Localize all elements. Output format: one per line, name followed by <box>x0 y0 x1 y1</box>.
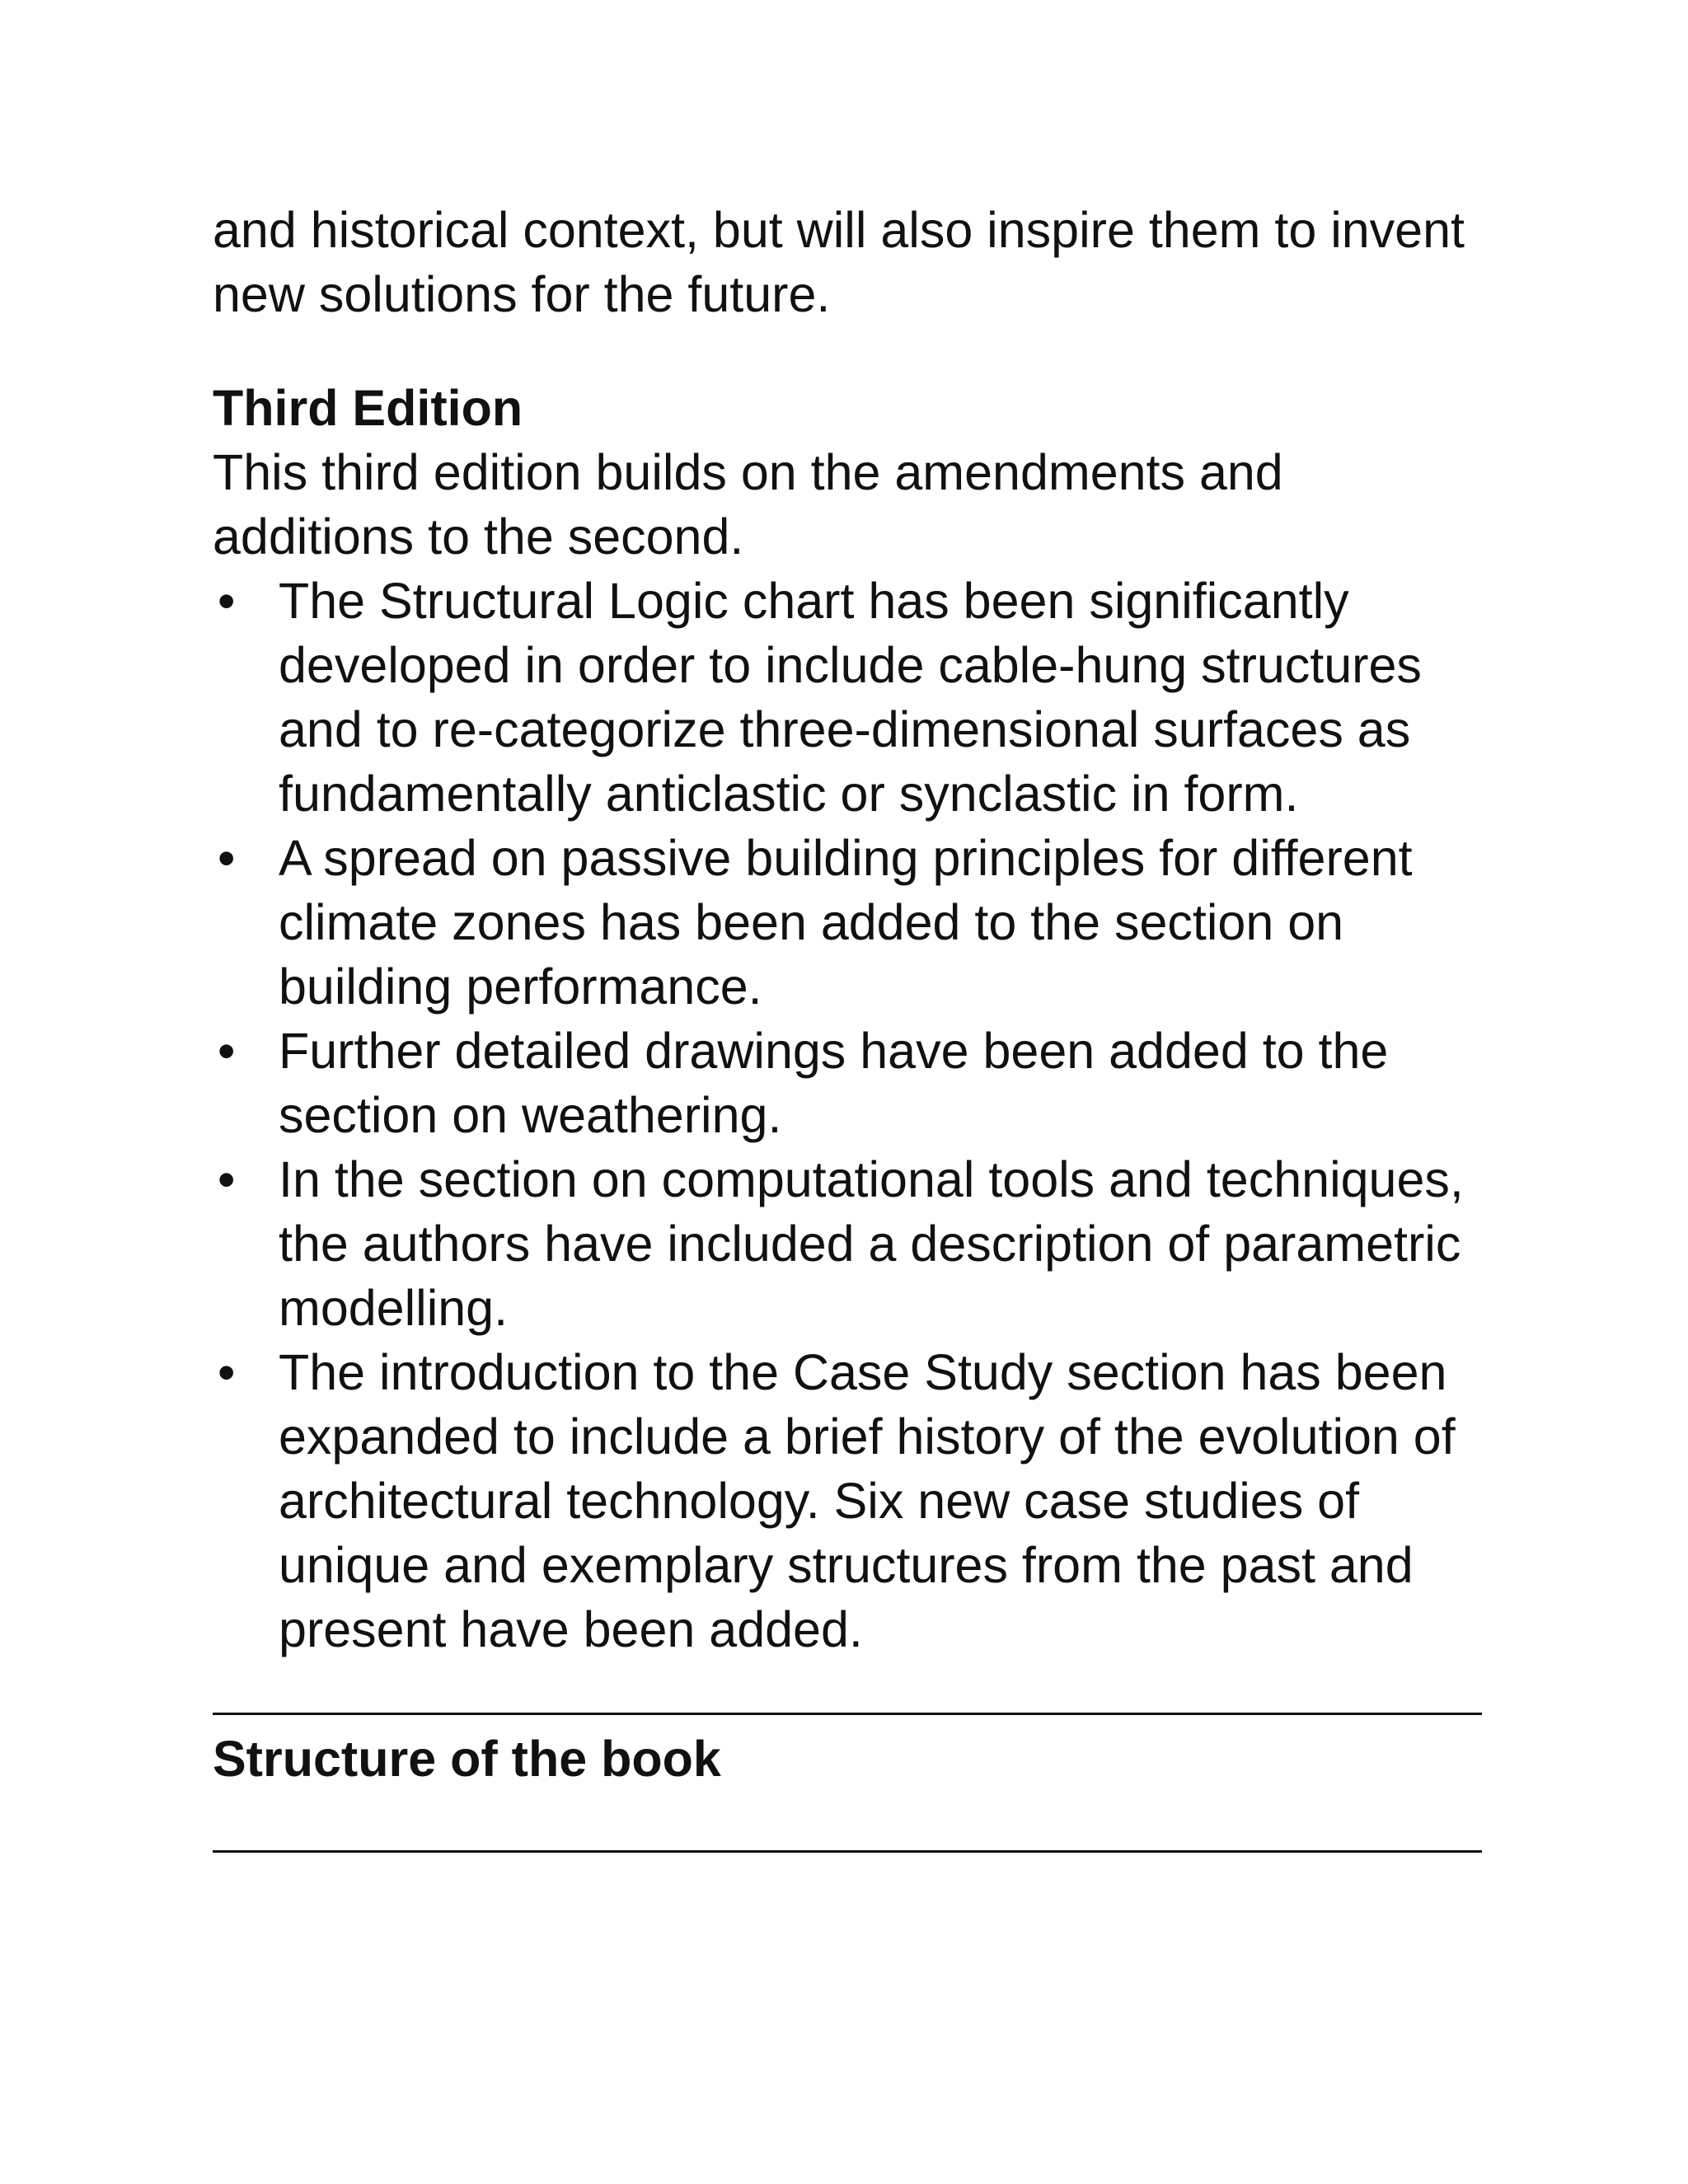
spacer <box>213 326 1482 376</box>
section-divider-bottom <box>213 1850 1482 1853</box>
list-item <box>213 826 1482 1019</box>
section-divider-top <box>213 1713 1482 1715</box>
third-edition-heading: Third Edition <box>213 380 523 436</box>
bullet-icon: • <box>218 1344 236 1400</box>
list-item <box>213 1147 1482 1340</box>
list-item-text: The Structural Logic chart has been significantly developed in order to include cable-hung structures and to re-categorize three-dimensional surfaces as fundamentally anticlastic or synclastic in form. <box>279 573 1422 822</box>
structure-of-book-heading: Structure of the book <box>213 1731 721 1787</box>
bullet-icon: • <box>218 1023 236 1079</box>
bullet-icon: • <box>218 830 236 886</box>
intro-paragraph: and historical context, but will also inspire them to invent new solutions for the future. <box>213 202 1465 322</box>
list-item <box>213 1019 1482 1147</box>
bullet-icon: • <box>218 573 236 629</box>
changes-list <box>213 569 1482 1661</box>
list-item-text: A spread on passive building principles for different climate zones has been added to the section on building performance. <box>279 830 1413 1015</box>
document-page <box>213 198 1482 1853</box>
third-edition-lead: This third edition builds on the amendments and additions to the second. <box>213 444 1283 565</box>
list-item <box>213 1340 1482 1661</box>
list-item-text: In the section on computational tools and techniques, the authors have included a description of parametric modelling. <box>279 1151 1464 1336</box>
list-item <box>213 569 1482 826</box>
list-item-text: The introduction to the Case Study section has been expanded to include a brief history of the evolution of architectural technology. Six new case studies of unique and exemplary structures from the past and present have been added. <box>279 1344 1456 1657</box>
list-item-text: Further detailed drawings have been added to the section on weathering. <box>279 1023 1389 1143</box>
bullet-icon: • <box>218 1151 236 1207</box>
